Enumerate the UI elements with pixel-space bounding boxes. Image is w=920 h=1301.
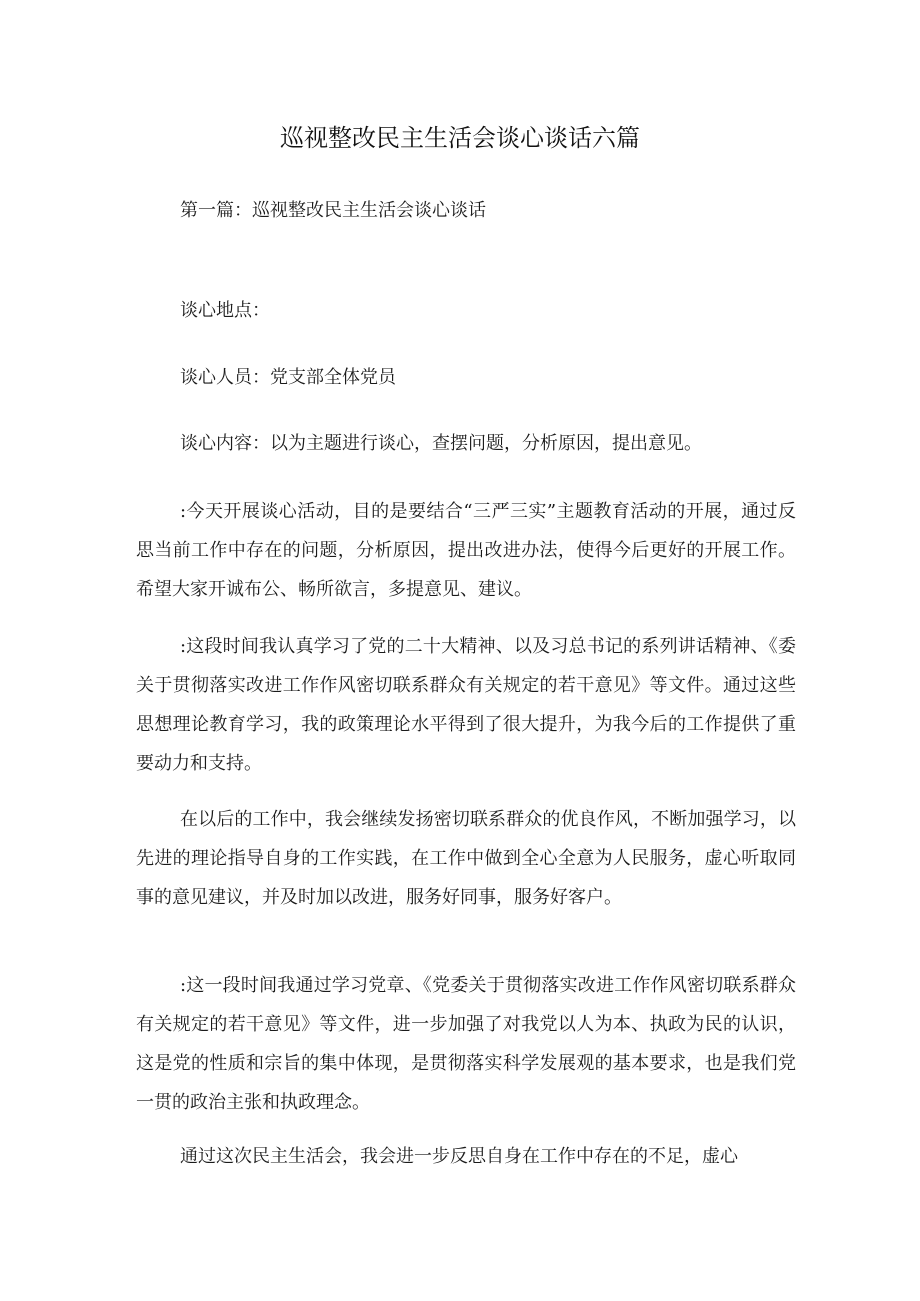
meta-location: 谈心地点： bbox=[180, 300, 270, 321]
paragraph-2: :这段时间我认真学习了党的二十大精神、以及习总书记的系列讲话精神、《委关于贯彻落实改进工作作风密切联系群众有关规定的若干意见》等文件。通过这些思想理论教育学习，我的政策理论水平得到了很大提升，为我今后的工作提供了重要动力和支持。 bbox=[136, 636, 796, 774]
paragraph-5: 通过这次民主生活会，我会进一步反思自身在工作中存在的不足，虚心 bbox=[180, 1146, 738, 1167]
paragraph-4: :这一段时间我通过学习党章、《党委关于贯彻落实改进工作作风密切联系群众有关规定的若干意见》等文件，进一步加强了对我党以人为本、执政为民的认识，这是党的性质和宗旨的集中体现，是贯彻落实科学发展观的基本要求，也是我们党一贯的政治主张和执政理念。 bbox=[136, 975, 796, 1113]
paragraph-1: :今天开展谈心活动，目的是要结合“三严三实”主题教育活动的开展，通过反思当前工作中存在的问题，分析原因，提出改进办法，使得今后更好的开展工作。希望大家开诚布公、畅所欲言，多提意见、建议。 bbox=[136, 501, 796, 600]
paragraph-3: 在以后的工作中，我会继续发扬密切联系群众的优良作风，不断加强学习，以先进的理论指导自身的工作实践，在工作中做到全心全意为人民服务，虚心听取同事的意见建议，并及时加以改进，服务好同事，服务好客户。 bbox=[136, 809, 796, 908]
section-heading: 第一篇：巡视整改民主生活会谈心谈话 bbox=[180, 200, 486, 221]
meta-content: 谈心内容：以为主题进行谈心，查摆问题，分析原因，提出意见。 bbox=[180, 433, 702, 454]
document-title: 巡视整改民主生活会谈心谈话六篇 bbox=[280, 124, 640, 152]
meta-participants: 谈心人员：党支部全体党员 bbox=[180, 367, 396, 388]
